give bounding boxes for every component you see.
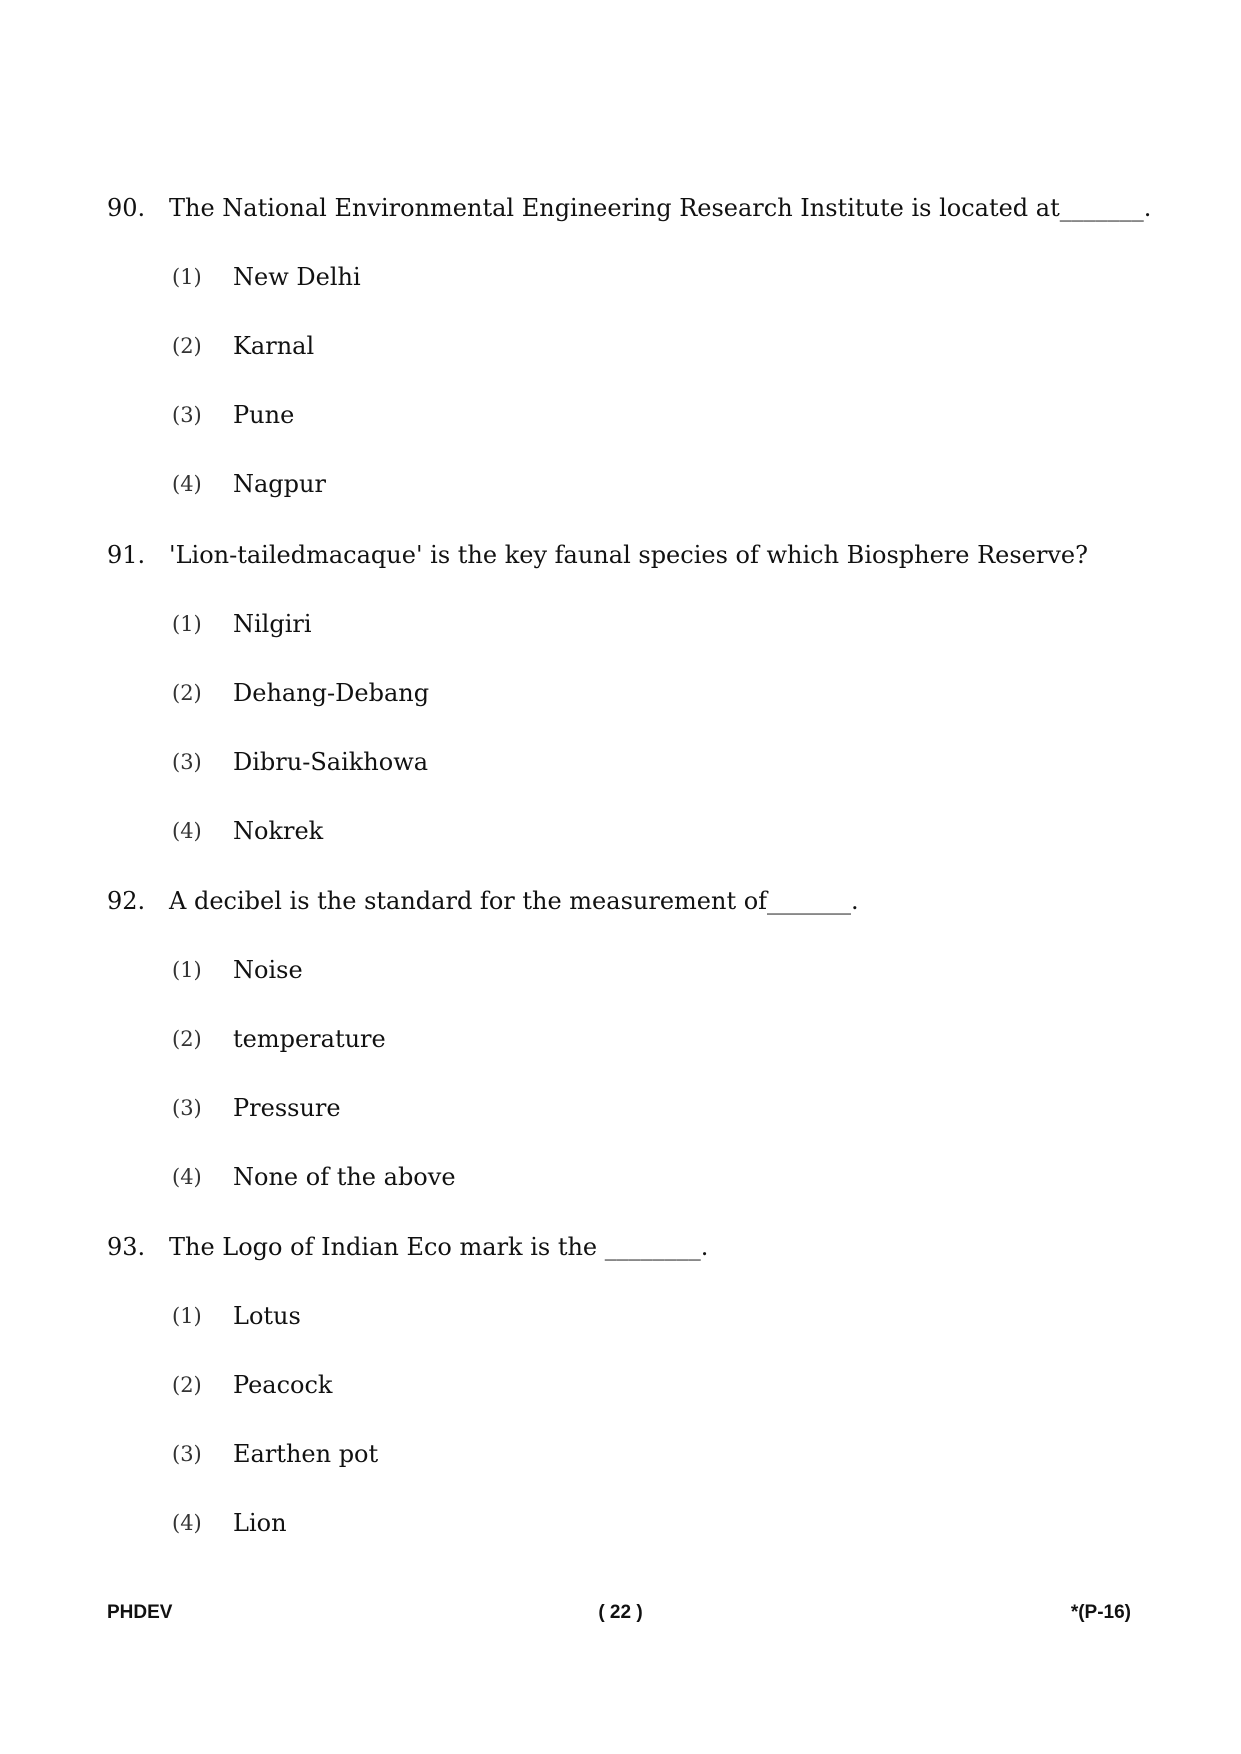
- question-93: [107, 1232, 1137, 1538]
- option-number: (2): [172, 1027, 202, 1051]
- option: [172, 1301, 1137, 1331]
- page-number: ( 22 ): [598, 1602, 643, 1623]
- option-text: Lion: [233, 1509, 287, 1537]
- option: [172, 816, 1137, 846]
- option-text: Karnal: [233, 332, 315, 360]
- question-91: [107, 540, 1137, 846]
- question-number: 93.: [107, 1233, 146, 1261]
- option-number: (1): [172, 265, 202, 289]
- option-text: Nokrek: [233, 817, 324, 845]
- option-number: (3): [172, 403, 202, 427]
- option-text: New Delhi: [233, 263, 361, 291]
- option-text: Pressure: [233, 1094, 341, 1122]
- option-text: None of the above: [233, 1163, 456, 1191]
- option-number: (1): [172, 1304, 202, 1328]
- question-text: A decibel is the standard for the measurement of_______.: [169, 887, 859, 915]
- paper-code: PHDEV: [107, 1602, 173, 1623]
- option-list: [107, 955, 1137, 1192]
- option: [172, 1093, 1137, 1123]
- option-list: [107, 609, 1137, 846]
- option: [172, 1162, 1137, 1192]
- option-number: (4): [172, 472, 202, 496]
- option-number: (3): [172, 1442, 202, 1466]
- question-92: [107, 886, 1137, 1192]
- set-code: *(P-16): [1070, 1602, 1131, 1623]
- option: [172, 1439, 1137, 1469]
- option-text: temperature: [233, 1025, 386, 1053]
- option: [172, 400, 1137, 430]
- option-text: Earthen pot: [233, 1440, 379, 1468]
- question-text: The National Environmental Engineering Research Institute is located at_______.: [169, 194, 1152, 222]
- option-list: [107, 262, 1137, 499]
- option-text: Peacock: [233, 1371, 333, 1399]
- option: [172, 331, 1137, 361]
- option-list: [107, 1301, 1137, 1538]
- option-text: Lotus: [233, 1302, 301, 1330]
- option: [172, 609, 1137, 639]
- option-number: (4): [172, 1165, 202, 1189]
- option-number: (2): [172, 334, 202, 358]
- question-text: 'Lion-tailedmacaque' is the key faunal species of which Biosphere Reserve?: [169, 541, 1088, 569]
- option-text: Nilgiri: [233, 610, 312, 638]
- question-number: 91.: [107, 541, 146, 569]
- question-number: 90.: [107, 194, 146, 222]
- option: [172, 678, 1137, 708]
- option: [172, 955, 1137, 985]
- option-number: (3): [172, 1096, 202, 1120]
- option-text: Dehang-Debang: [233, 679, 430, 707]
- option-text: Nagpur: [233, 470, 326, 498]
- option-text: Pune: [233, 401, 295, 429]
- option-number: (2): [172, 681, 202, 705]
- question-text: The Logo of Indian Eco mark is the ________.: [169, 1233, 709, 1261]
- option: [172, 469, 1137, 499]
- option-number: (1): [172, 612, 202, 636]
- option-number: (2): [172, 1373, 202, 1397]
- option-text: Noise: [233, 956, 303, 984]
- option: [172, 747, 1137, 777]
- option: [172, 1370, 1137, 1400]
- question-number: 92.: [107, 887, 146, 915]
- option-number: (1): [172, 958, 202, 982]
- page-footer: [0, 1602, 1241, 1630]
- option-number: (3): [172, 750, 202, 774]
- option: [172, 1508, 1137, 1538]
- option: [172, 1024, 1137, 1054]
- option-number: (4): [172, 1511, 202, 1535]
- option: [172, 262, 1137, 292]
- option-number: (4): [172, 819, 202, 843]
- option-text: Dibru-Saikhowa: [233, 748, 429, 776]
- question-90: [107, 193, 1152, 499]
